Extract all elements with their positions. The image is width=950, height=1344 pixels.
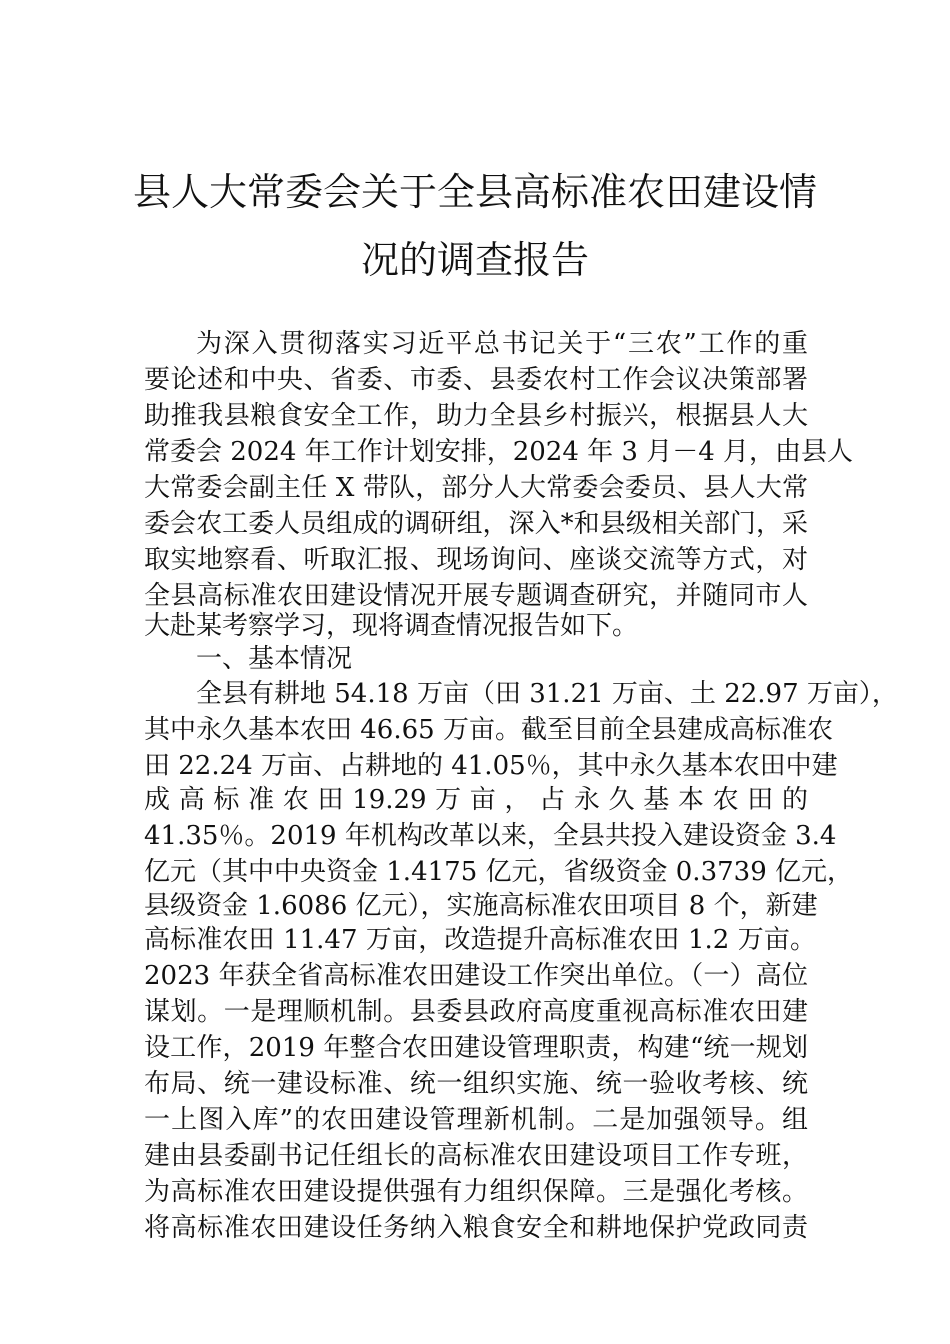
basic-paragraph-line: 高标准农田 11.47 万亩，改造提升高标准农田 1.2 万亩。 <box>144 925 816 955</box>
basic-paragraph-line: 成 高 标 准 农 田 19.29 万 亩 ， 占 永 久 基 本 农 田 的 <box>144 785 808 815</box>
basic-paragraph-line: 41.35％。2019 年机构改革以来，全县共投入建设资金 3.4 <box>144 821 837 851</box>
basic-paragraph-line: 县级资金 1.6086 亿元），实施高标准农田项目 8 个，新建 <box>144 891 818 921</box>
intro-paragraph-line: 委会农工委人员组成的调研组，深入*和县级相关部门，采 <box>144 509 808 539</box>
basic-paragraph-line: 全县有耕地 54.18 万亩（田 31.21 万亩、土 22.97 万亩）， <box>196 679 898 709</box>
basic-paragraph-line: 为高标准农田建设提供强有力组织保障。三是强化考核。 <box>144 1177 808 1207</box>
basic-paragraph-line: 田 22.24 万亩、占耕地的 41.05％，其中永久基本农田中建 <box>144 751 838 781</box>
basic-paragraph-line: 谋划。一是理顺机制。县委县政府高度重视高标准农田建 <box>144 997 808 1027</box>
intro-paragraph-line: 要论述和中央、省委、市委、县委农村工作会议决策部署 <box>144 365 808 395</box>
document-title-line-2: 况的调查报告 <box>360 238 589 282</box>
intro-paragraph-line: 助推我县粮食安全工作，助力全县乡村振兴，根据县人大 <box>144 401 808 431</box>
section-heading: 一、基本情况 <box>196 644 353 674</box>
intro-paragraph-line: 为深入贯彻落实习近平总书记关于“三农”工作的重 <box>196 329 808 359</box>
intro-paragraph-line: 常委会 2024 年工作计划安排，2024 年 3 月－4 月，由县人 <box>144 437 854 467</box>
intro-paragraph-line: 大赴某考察学习，现将调查情况报告如下。 <box>144 611 639 641</box>
basic-paragraph-line: 将高标准农田建设任务纳入粮食安全和耕地保护党政同责 <box>144 1213 808 1243</box>
basic-paragraph-line: 一上图入库”的农田建设管理新机制。二是加强领导。组 <box>144 1105 808 1135</box>
basic-paragraph-line: 亿元（其中中央资金 1.4175 亿元，省级资金 0.3739 亿元， <box>144 857 854 887</box>
basic-paragraph-line: 设工作，2019 年整合农田建设管理职责，构建“统一规划 <box>144 1033 808 1063</box>
basic-paragraph-line: 布局、统一建设标准、统一组织实施、统一验收考核、统 <box>144 1069 808 1099</box>
intro-paragraph-line: 大常委会副主任 X 带队，部分人大常委会委员、县人大常 <box>144 473 808 503</box>
intro-paragraph-line: 全县高标准农田建设情况开展专题调查研究，并随同市人 <box>144 581 808 611</box>
basic-paragraph-line: 其中永久基本农田 46.65 万亩。截至目前全县建成高标准农 <box>144 715 833 745</box>
document-title-line-1: 县人大常委会关于全县高标准农田建设情 <box>132 170 817 214</box>
basic-paragraph-line: 2023 年获全省高标准农田建设工作突出单位。（一）高位 <box>144 961 808 991</box>
intro-paragraph-line: 取实地察看、听取汇报、现场询问、座谈交流等方式，对 <box>144 545 808 575</box>
basic-paragraph-line: 建由县委副书记任组长的高标准农田建设项目工作专班， <box>144 1141 808 1171</box>
